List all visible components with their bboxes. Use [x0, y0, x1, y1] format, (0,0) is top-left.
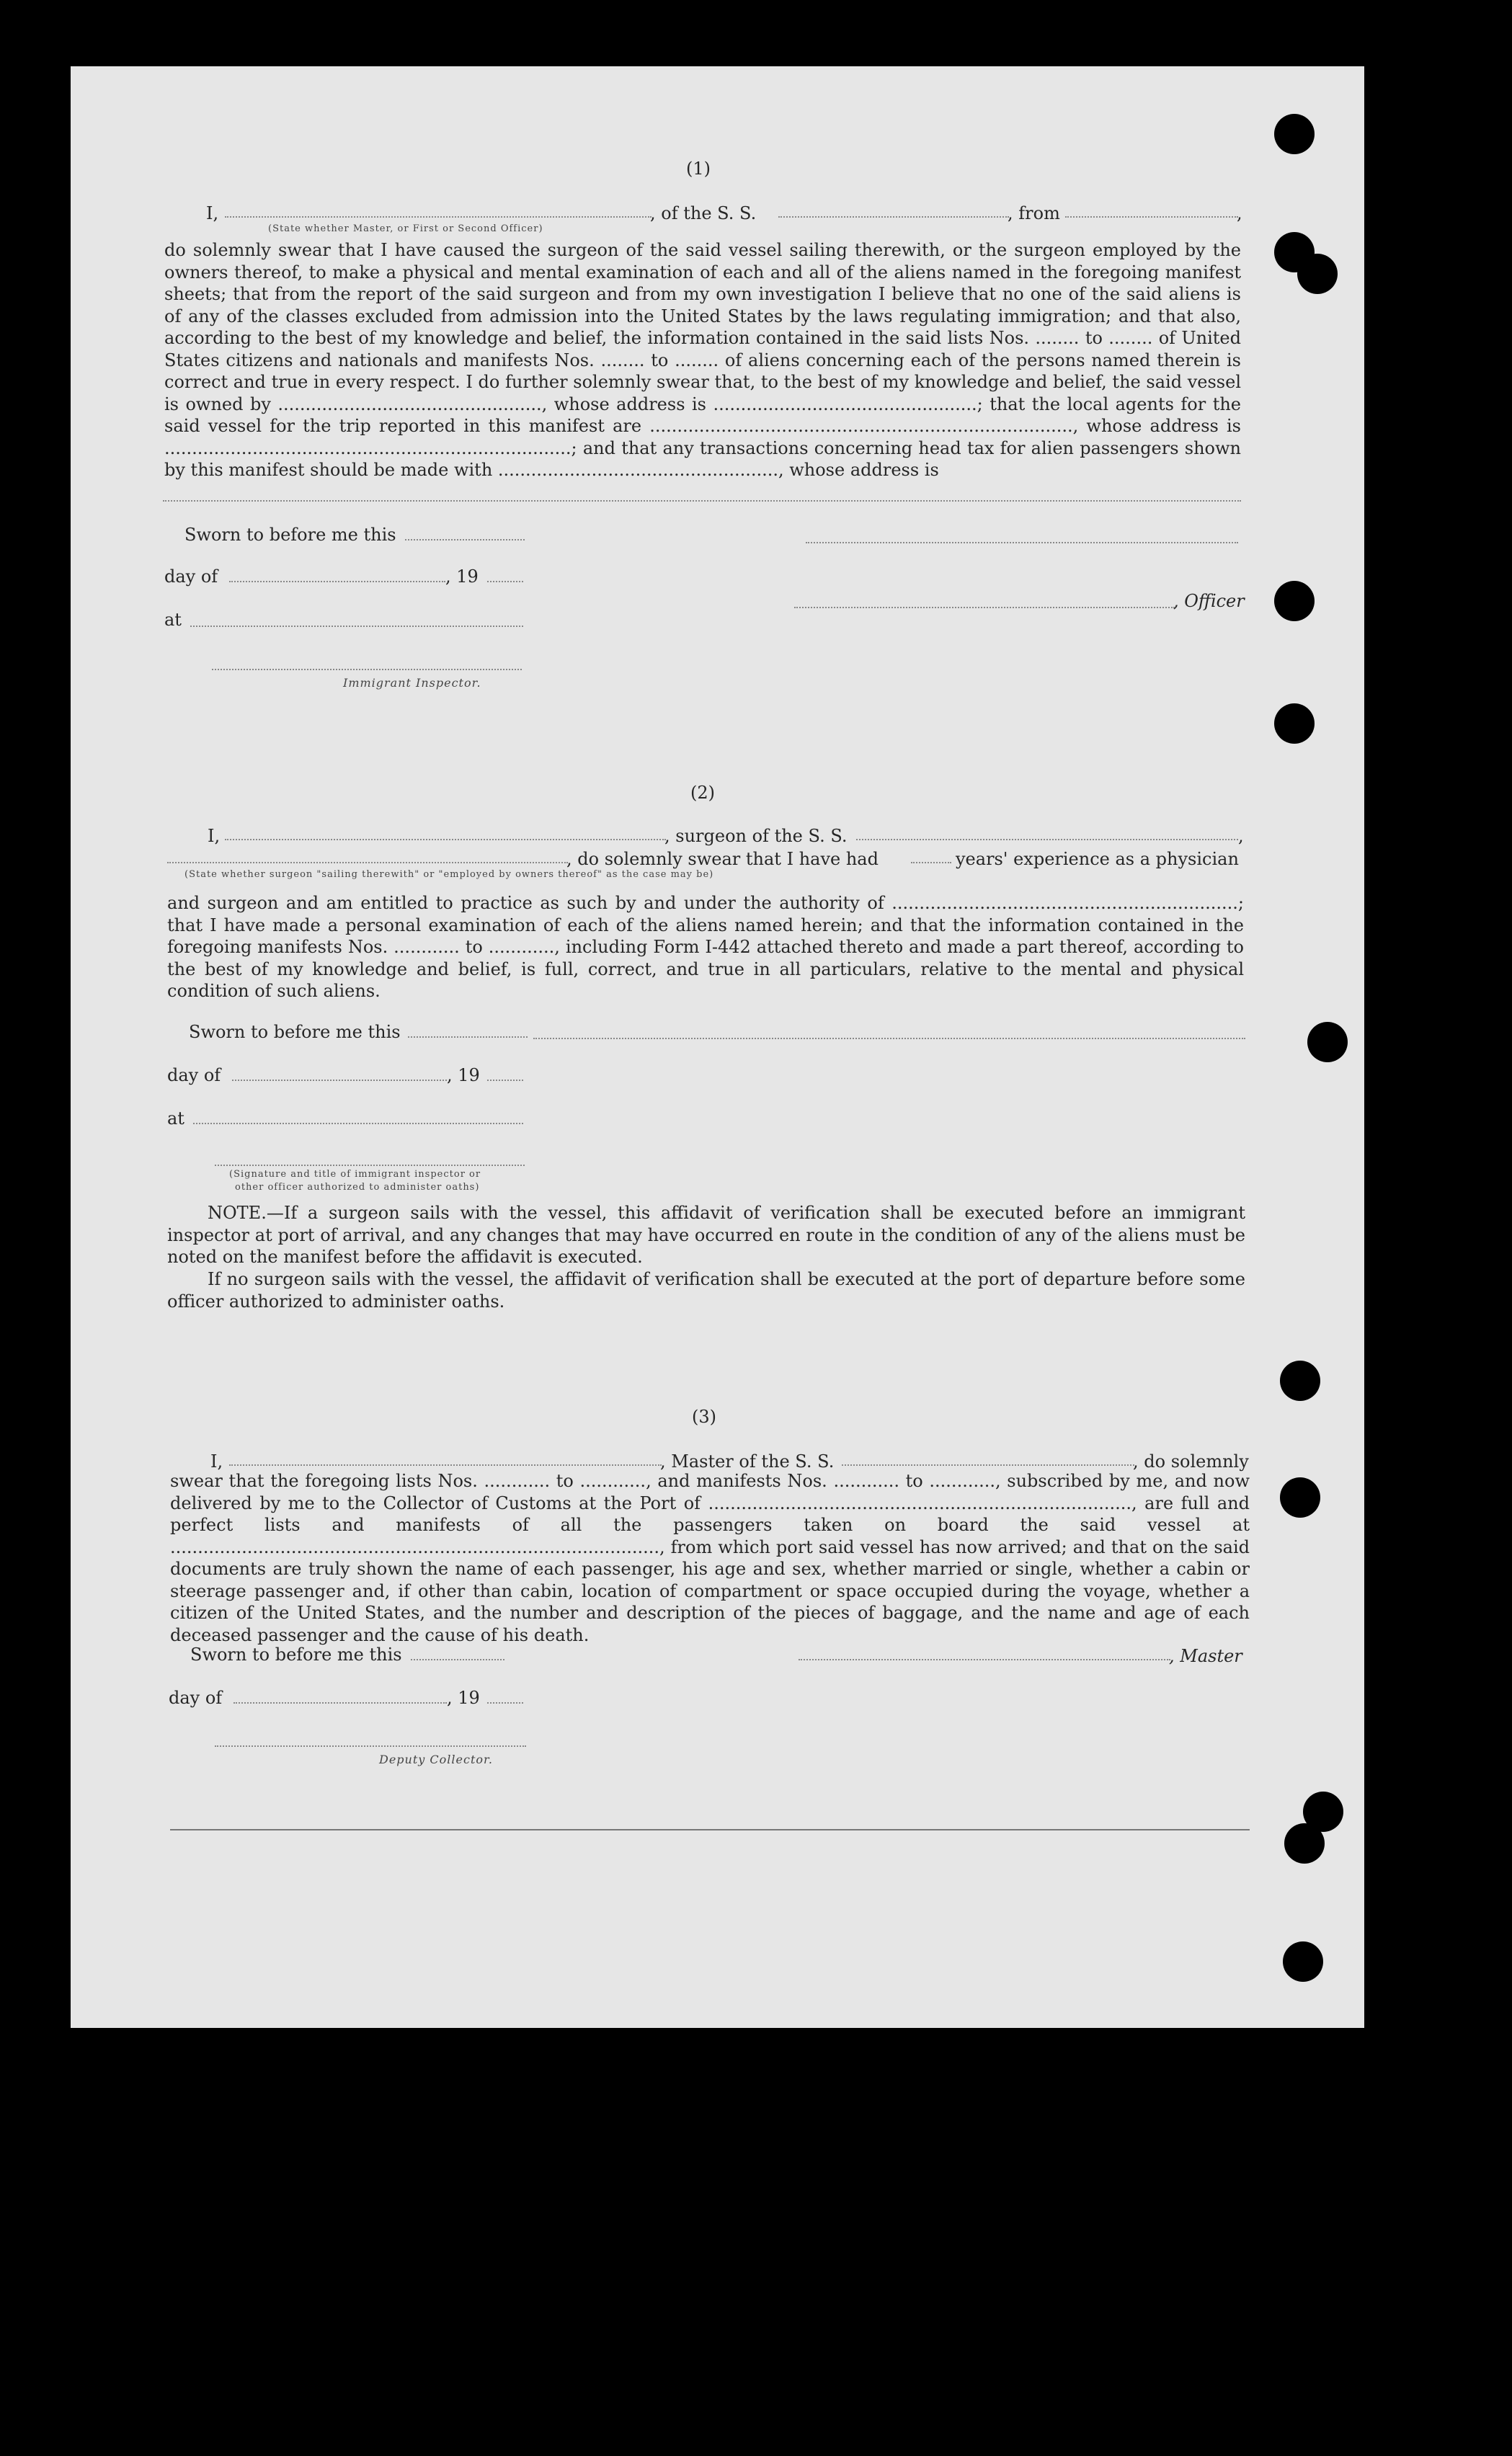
section-2-comma: , [1238, 826, 1244, 846]
inspector-label: Immigrant Inspector. [343, 676, 481, 690]
binder-hole [1280, 1361, 1320, 1401]
binder-hole [1307, 1022, 1348, 1062]
year-field[interactable] [487, 581, 523, 582]
section-2-swear: , do solemnly swear that I have had [566, 849, 879, 869]
surgeon-status-field[interactable] [167, 862, 568, 863]
surgeon-note: NOTE.—If a surgeon sails with the vessel, this affidavit of verification shall be executed before an immigrant inspector at port of arrival, and any changes that may have occurred en route in the condition of any of the aliens must be noted on the manifest before the affidavit is executed. [167, 1203, 1245, 1267]
section-1-i: I, [206, 203, 219, 223]
section-1-of-ss: , of the S. S. [650, 203, 757, 223]
section-1-at: at [164, 610, 182, 630]
section-2-caption: (State whether surgeon "sailing therewith" or "employed by owners thereof" as the case may be) [184, 869, 714, 880]
inspector-signature-field[interactable] [212, 669, 522, 670]
section-2-sworn: Sworn to before me this [189, 1022, 401, 1042]
section-3-oath-paragraph: swear that the foregoing lists Nos. ............ to ............, and manifests Nos. ............ to ............, subscribed by me, and now delivered by me to the Collector of Customs at the Port of ............................................................................., are full and perfect lists and manifests of all the passengers taken on board the said vessel at ........................................................................................., from which port said vessel has now arrived; and that on the said documents are truly shown the name of each passenger, his age and sex, whether married or single, whether a cabin or steerage passenger and, if other than cabin, location of compartment or space occupied during the voyage, whether a citizen of the United States, and the number and description of the pieces of baggage, and the name and age of each deceased passenger and the cause of his death. [170, 1471, 1250, 1645]
day-of-field[interactable] [232, 1080, 447, 1081]
section-2-years: years' experience as a physician [956, 849, 1239, 869]
master-name-field[interactable] [229, 1464, 662, 1466]
collector-signature-field[interactable] [215, 1745, 526, 1747]
sworn-date-field[interactable] [405, 539, 525, 540]
year-field[interactable] [487, 1080, 523, 1081]
section-3-sworn: Sworn to before me this [190, 1645, 402, 1665]
section-1-oath-paragraph: do solemnly swear that I have caused the surgeon of the said vessel sailing therewith, or the surgeon employed by the owners thereof, to make a physical and mental examination of each and all of the aliens named in the foregoing manifest sheets; that from the report of the said surgeon and from my own investigation I believe that no one of the said aliens is of any of the classes excluded from admission into the United States by the laws regulating immigration; and that also, according to the best of my knowledge and belief, the information contained in the said lists Nos. ........ to ........ of United States citizens and nationals and manifests Nos. ........ to ........ of aliens concerning each of the persons named therein is correct and true in every respect. I do further solemnly swear that, to the best of my knowledge and belief, the said vessel is owned by ................................................, whose address is ................................................; that the local agents for the said vessel for the trip reported in this manifest are ............................................................................., whose address is ..........................................................................; and that any transactions concerning head tax for alien passengers shown by this manifest should be made with ..................................................., whose address is [164, 240, 1241, 480]
binder-hole [1297, 254, 1338, 294]
vessel-name-field[interactable] [842, 1464, 1134, 1466]
binder-hole [1280, 1477, 1320, 1518]
section-3-solemnly: , do solemnly [1133, 1451, 1249, 1472]
section-1-year: , 19 [445, 566, 479, 587]
section-1-comma: , [1237, 203, 1242, 223]
section-2-at: at [167, 1108, 184, 1129]
binder-hole [1284, 1823, 1325, 1864]
vessel-name-field[interactable] [778, 216, 1009, 218]
day-of-field[interactable] [229, 581, 445, 582]
section-1-number: (1) [686, 159, 711, 179]
sworn-date-field[interactable] [411, 1659, 504, 1660]
at-place-field[interactable] [193, 1123, 523, 1124]
section-1-from: , from [1008, 203, 1060, 223]
section-2-oath-paragraph: and surgeon and am entitled to practice as such by and under the authority of ...............................................................; that I have made a personal examination of each of the aliens named herein; and that the information contained in the foregoing manifests Nos. ............ to ............, including Form I-442 attached thereto and made a part thereof, according to the best of my knowledge and belief, is full, correct, and true in all particulars, relative to the mental and physical condition of such aliens. [167, 893, 1244, 1001]
master-signature-field[interactable] [799, 1659, 1170, 1660]
deputy-collector-label: Deputy Collector. [379, 1753, 493, 1766]
year-field[interactable] [487, 1702, 523, 1704]
at-place-field[interactable] [190, 626, 523, 627]
section-1-caption: (State whether Master, or First or Second Officer) [268, 223, 543, 234]
section-2-i: I, [208, 826, 221, 846]
no-surgeon-note: If no surgeon sails with the vessel, the affidavit of verification shall be executed at the port of departure before some officer authorized to administer oaths. [167, 1269, 1245, 1312]
section-2-surgeon-of: , surgeon of the S. S. [664, 826, 848, 846]
officer-signature-field[interactable] [215, 1165, 525, 1166]
sworn-date-field[interactable] [408, 1036, 528, 1038]
port-from-field[interactable] [1065, 216, 1238, 218]
officer-name-line [806, 542, 1238, 543]
binder-hole [1283, 1941, 1323, 1982]
section-3-day-of: day of [169, 1688, 223, 1708]
binder-hole [1274, 703, 1315, 744]
signature-caption-2: other officer authorized to administer oaths) [235, 1182, 480, 1193]
section-2-year: , 19 [447, 1065, 480, 1085]
section-3-master-of: , Master of the S. S. [660, 1451, 835, 1472]
master-name-field[interactable] [225, 216, 652, 218]
section-1-sworn: Sworn to before me this [184, 525, 396, 545]
surgeon-vessel-field[interactable] [856, 839, 1238, 840]
section-2-day-of: day of [167, 1065, 221, 1085]
separator-line [163, 500, 1241, 502]
section-2-number: (2) [690, 783, 715, 803]
binder-hole [1274, 581, 1315, 621]
section-1-day-of: day of [164, 566, 218, 587]
day-of-field[interactable] [234, 1702, 447, 1704]
binder-hole [1274, 114, 1315, 154]
years-field[interactable] [911, 862, 951, 863]
officer-signature-field[interactable] [794, 607, 1175, 608]
officer-label: , Officer [1173, 591, 1245, 611]
section-3-number: (3) [692, 1407, 716, 1427]
section-3-year: , 19 [447, 1688, 480, 1708]
signature-caption-1: (Signature and title of immigrant inspector or [229, 1169, 481, 1180]
separator-line [533, 1038, 1245, 1039]
section-3-i: I, [210, 1451, 223, 1472]
surgeon-name-field[interactable] [225, 839, 666, 840]
bottom-rule [170, 1829, 1250, 1830]
master-label: , Master [1169, 1646, 1242, 1666]
